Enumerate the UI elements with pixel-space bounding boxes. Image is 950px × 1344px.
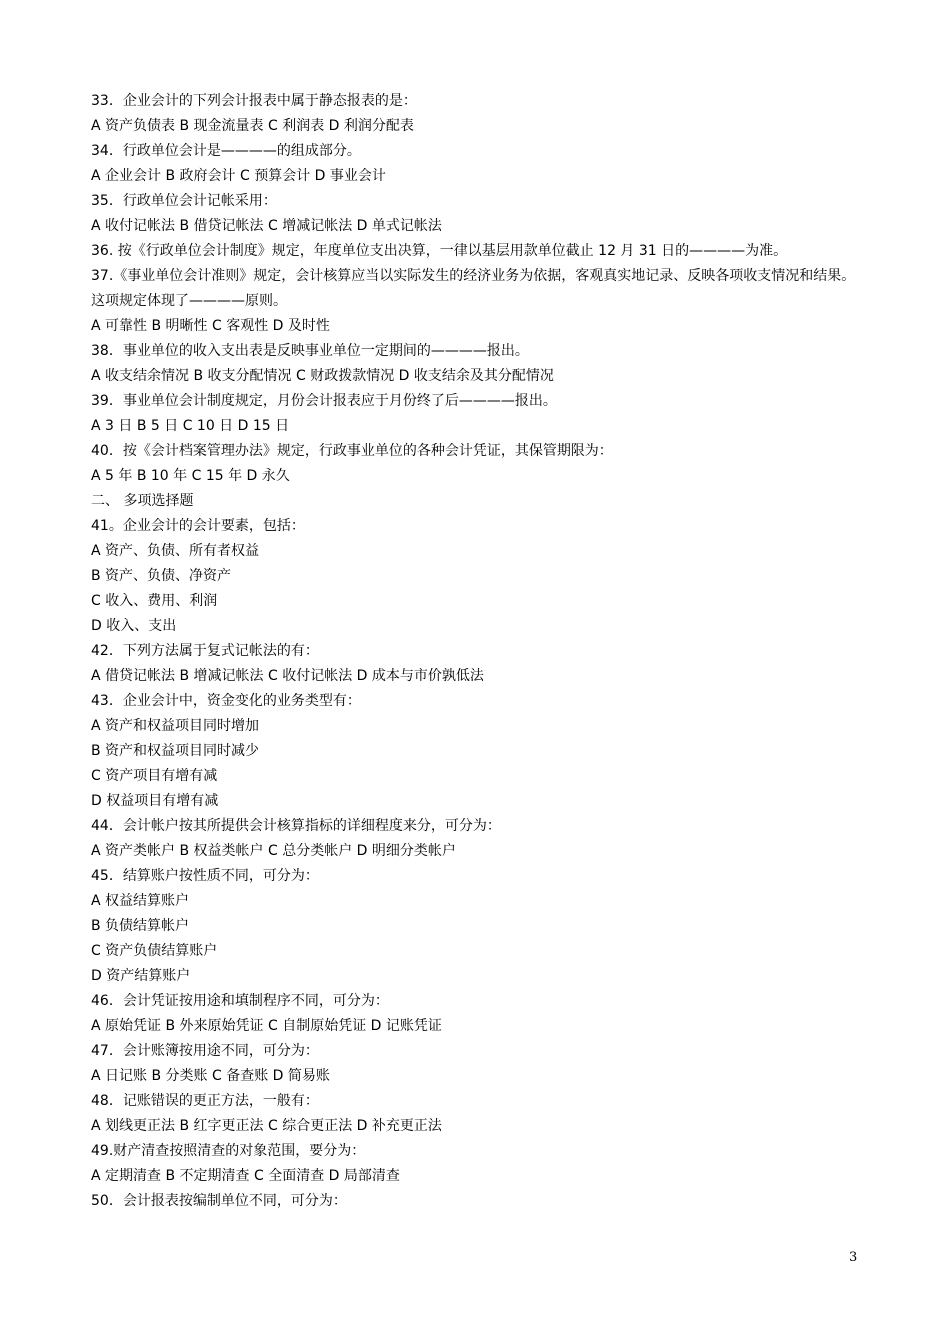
question-41-option-a: A 资产、负债、所有者权益: [91, 543, 260, 559]
question-40-options: A 5 年 B 10 年 C 15 年 D 永久: [91, 468, 290, 484]
question-41-option-d: D 收入、支出: [91, 618, 177, 634]
question-43-option-d: D 权益项目有增有减: [91, 793, 219, 809]
question-45-option-b: B 负债结算帐户: [91, 918, 190, 934]
question-41-option-c: C 收入、费用、利润: [91, 593, 218, 609]
section-heading: 二、 多项选择题: [91, 493, 194, 509]
question-37-options: A 可靠性 B 明晰性 C 客观性 D 及时性: [91, 318, 330, 334]
question-34-options: A 企业会计 B 政府会计 C 预算会计 D 事业会计: [91, 168, 386, 184]
question-33-options: A 资产负债表 B 现金流量表 C 利润表 D 利润分配表: [91, 118, 414, 134]
question-46-options: A 原始凭证 B 外来原始凭证 C 自制原始凭证 D 记账凭证: [91, 1018, 442, 1034]
question-45-option-d: D 资产结算账户: [91, 968, 191, 984]
question-39: 39．事业单位会计制度规定，月份会计报表应于月份终了后————报出。: [91, 393, 557, 409]
question-49-options: A 定期清查 B 不定期清查 C 全面清查 D 局部清查: [91, 1168, 400, 1184]
question-46: 46．会计凭证按用途和填制程序不同，可分为：: [91, 993, 389, 1009]
question-35: 35．行政单位会计记帐采用：: [91, 193, 277, 209]
question-45-option-a: A 权益结算账户: [91, 893, 190, 909]
question-45-option-c: C 资产负债结算账户: [91, 943, 218, 959]
question-48-options: A 划线更正法 B 红字更正法 C 综合更正法 D 补充更正法: [91, 1118, 442, 1134]
question-42: 42．下列方法属于复式记帐法的有：: [91, 643, 319, 659]
question-36: 36. 按《行政单位会计制度》规定，年度单位支出决算，一律以基层用款单位截止 12 月 31 日的————为准。: [91, 243, 788, 259]
question-38-options: A 收支结余情况 B 收支分配情况 C 财政拨款情况 D 收支结余及其分配情况: [91, 368, 554, 384]
question-45: 45．结算账户按性质不同，可分为：: [91, 868, 319, 884]
question-35-options: A 收付记帐法 B 借贷记帐法 C 增减记帐法 D 单式记帐法: [91, 218, 442, 234]
document-body: [91, 89, 863, 1214]
question-38: 38．事业单位的收入支出表是反映事业单位一定期间的————报出。: [91, 343, 529, 359]
question-37: 37.《事业单位会计准则》规定，会计核算应当以实际发生的经济业务为依据，客观真实地记录、反映各项收支情况和结果。这项规定体现了————原则。: [91, 268, 856, 309]
question-43-option-a: A 资产和权益项目同时增加: [91, 718, 260, 734]
question-41: 41。企业会计的会计要素，包括：: [91, 518, 305, 534]
question-43: 43．企业会计中，资金变化的业务类型有：: [91, 693, 361, 709]
question-34: 34．行政单位会计是————的组成部分。: [91, 143, 361, 159]
question-39-options: A 3 日 B 5 日 C 10 日 D 15 日: [91, 418, 290, 434]
question-43-option-b: B 资产和权益项目同时减少: [91, 743, 260, 759]
question-44-options: A 资产类帐户 B 权益类帐户 C 总分类帐户 D 明细分类帐户: [91, 843, 456, 859]
question-50: 50．会计报表按编制单位不同，可分为：: [91, 1193, 347, 1209]
question-42-options: A 借贷记帐法 B 增减记帐法 C 收付记帐法 D 成本与市价孰低法: [91, 668, 484, 684]
question-33: 33．企业会计的下列会计报表中属于静态报表的是：: [91, 93, 417, 109]
question-41-option-b: B 资产、负债、净资产: [91, 568, 232, 584]
question-49: 49.财产清查按照清查的对象范围，要分为：: [91, 1143, 366, 1159]
question-40: 40．按《会计档案管理办法》规定，行政事业单位的各种会计凭证，其保管期限为：: [91, 443, 613, 459]
question-47-options: A 日记账 B 分类账 C 备查账 D 简易账: [91, 1068, 330, 1084]
page-number: 3: [849, 1250, 858, 1265]
question-44: 44．会计帐户按其所提供会计核算指标的详细程度来分，可分为：: [91, 818, 501, 834]
question-43-option-c: C 资产项目有增有减: [91, 768, 218, 784]
question-47: 47．会计账簿按用途不同，可分为：: [91, 1043, 319, 1059]
question-48: 48．记账错误的更正方法，一般有：: [91, 1093, 319, 1109]
